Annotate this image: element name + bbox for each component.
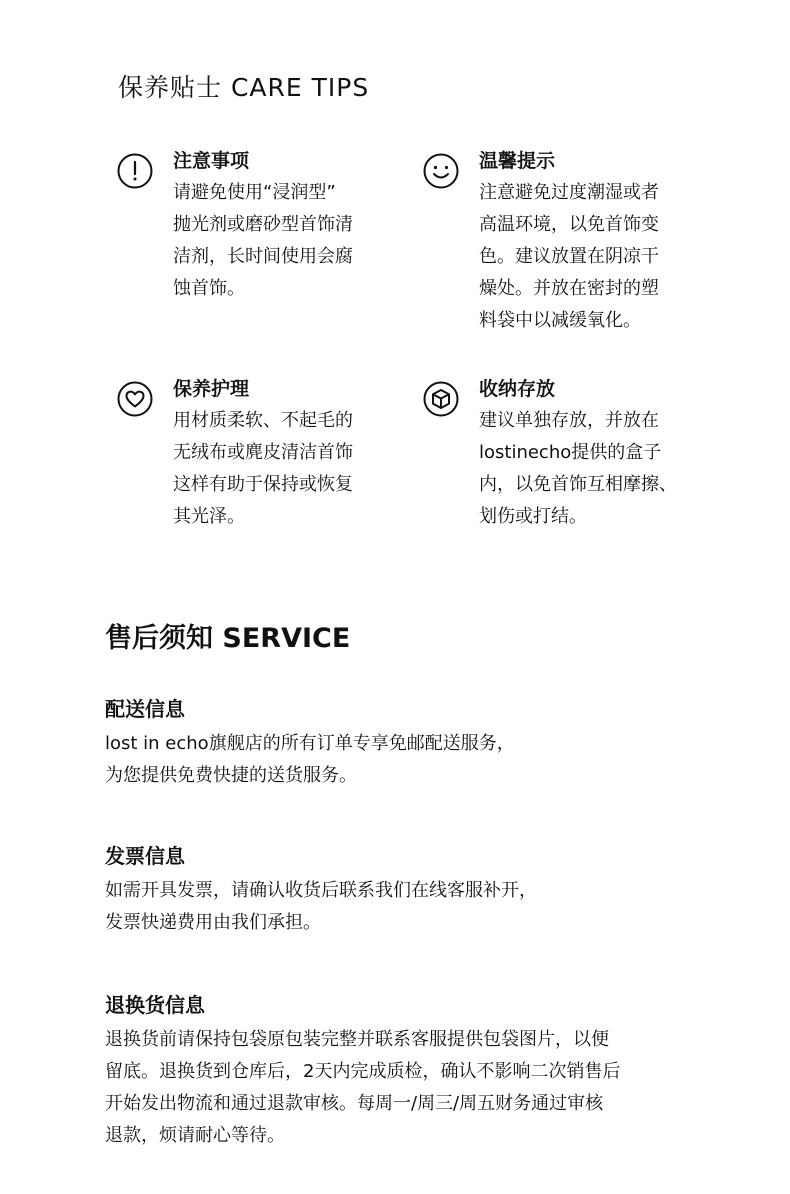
section-body: 退换货前请保持包袋原包装完整并联系客服提供包袋图片，以便 留底。退换货到仓库后，2天内完成质检，确认不影响二次销售后 开始发出物流和通过退款审核。每周一/周三/周五财务通过审核 退款，烦请耐心等待。 [105, 1029, 621, 1146]
heart-circle-icon [117, 381, 153, 417]
tip-body: 建议单独存放，并放在 lostinecho提供的盒子 内，以免首饰互相摩擦、 划伤或打结。 [479, 410, 677, 527]
smile-face-icon [423, 153, 459, 189]
service-section-delivery [105, 694, 725, 792]
exclamation-circle-icon [117, 153, 153, 189]
tip-title: 保养护理 [173, 378, 250, 400]
section-heading: 退换货信息 [105, 993, 205, 1017]
tip-body: 用材质柔软、不起毛的 无绒布或麂皮清洁首饰 这样有助于保持或恢复 其光泽。 [173, 410, 353, 527]
section-heading: 发票信息 [105, 844, 185, 868]
service-section-invoice [105, 841, 725, 939]
section-body: 如需开具发票，请确认收货后联系我们在线客服补开， 发票快递费用由我们承担。 [105, 880, 537, 933]
section-heading: 配送信息 [105, 697, 185, 721]
tip-body: 请避免使用“浸润型” 抛光剂或磨砂型首饰清 洁剂，长时间使用会腐 蚀首饰。 [173, 182, 353, 299]
service-section-returns [105, 990, 725, 1152]
tip-title: 注意事项 [173, 150, 250, 172]
service-title: 售后须知 SERVICE [105, 623, 351, 654]
section-body: lost in echo旗舰店的所有订单专享免邮配送服务， 为您提供免费快捷的送货服务。 [105, 733, 515, 786]
tip-title: 收纳存放 [479, 378, 556, 400]
care-tips-title: 保养贴士 CARE TIPS [118, 73, 370, 102]
tip-title: 温馨提示 [479, 150, 556, 172]
tip-body: 注意避免过度潮湿或者 高温环境，以免首饰变 色。建议放置在阴凉干 燥处。并放在密封的塑 料袋中以减缓氧化。 [479, 182, 659, 331]
box-circle-icon [423, 381, 459, 417]
